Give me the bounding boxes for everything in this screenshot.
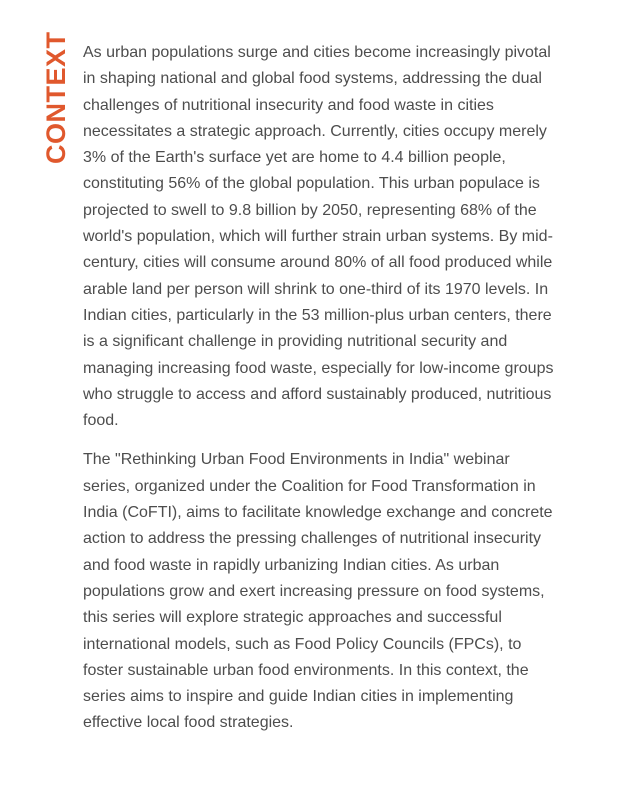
paragraph-context-intro: As urban populations surge and cities become increasingly pivotal in shaping national and global food systems, addressing the dual challenges of nutritional insecurity and food waste in cities necessitates a strategic approach. Currently, cities occupy merely 3% of the Earth's surface yet are home to 4.4 billion people, constituting 56% of the global population. This urban populace is projected to swell to 9.8 billion by 2050, representing 68% of the world's population, which will further strain urban systems. By mid-century, cities will consume around 80% of all food produced while arable land per person will shrink to one-third of its 1970 levels. In Indian cities, particularly in the 53 million-plus urban centers, there is a significant challenge in providing nutritional security and managing increasing food waste, especially for low-income groups who struggle to access and afford sustainably produced, nutritious food. xyxy=(83,44,554,430)
paragraph-webinar-series: The "Rethinking Urban Food Environments in India" webinar series, organized under the Coalition for Food Transformation in India (CoFTI), aims to facilitate knowledge exchange and concrete action to address the pressing challenges of nutritional insecurity and food waste in rapidly urbanizing Indian cities. As urban populations grow and exert increasing pressure on food systems, this series will explore strategic approaches and successful international models, such as Food Policy Councils (FPCs), to foster sustainable urban food environments. In this context, the series aims to inspire and guide Indian cities in implementing effective local food strategies. xyxy=(83,451,553,732)
body-text xyxy=(83,40,555,750)
section-label: CONTEXT xyxy=(41,31,71,164)
